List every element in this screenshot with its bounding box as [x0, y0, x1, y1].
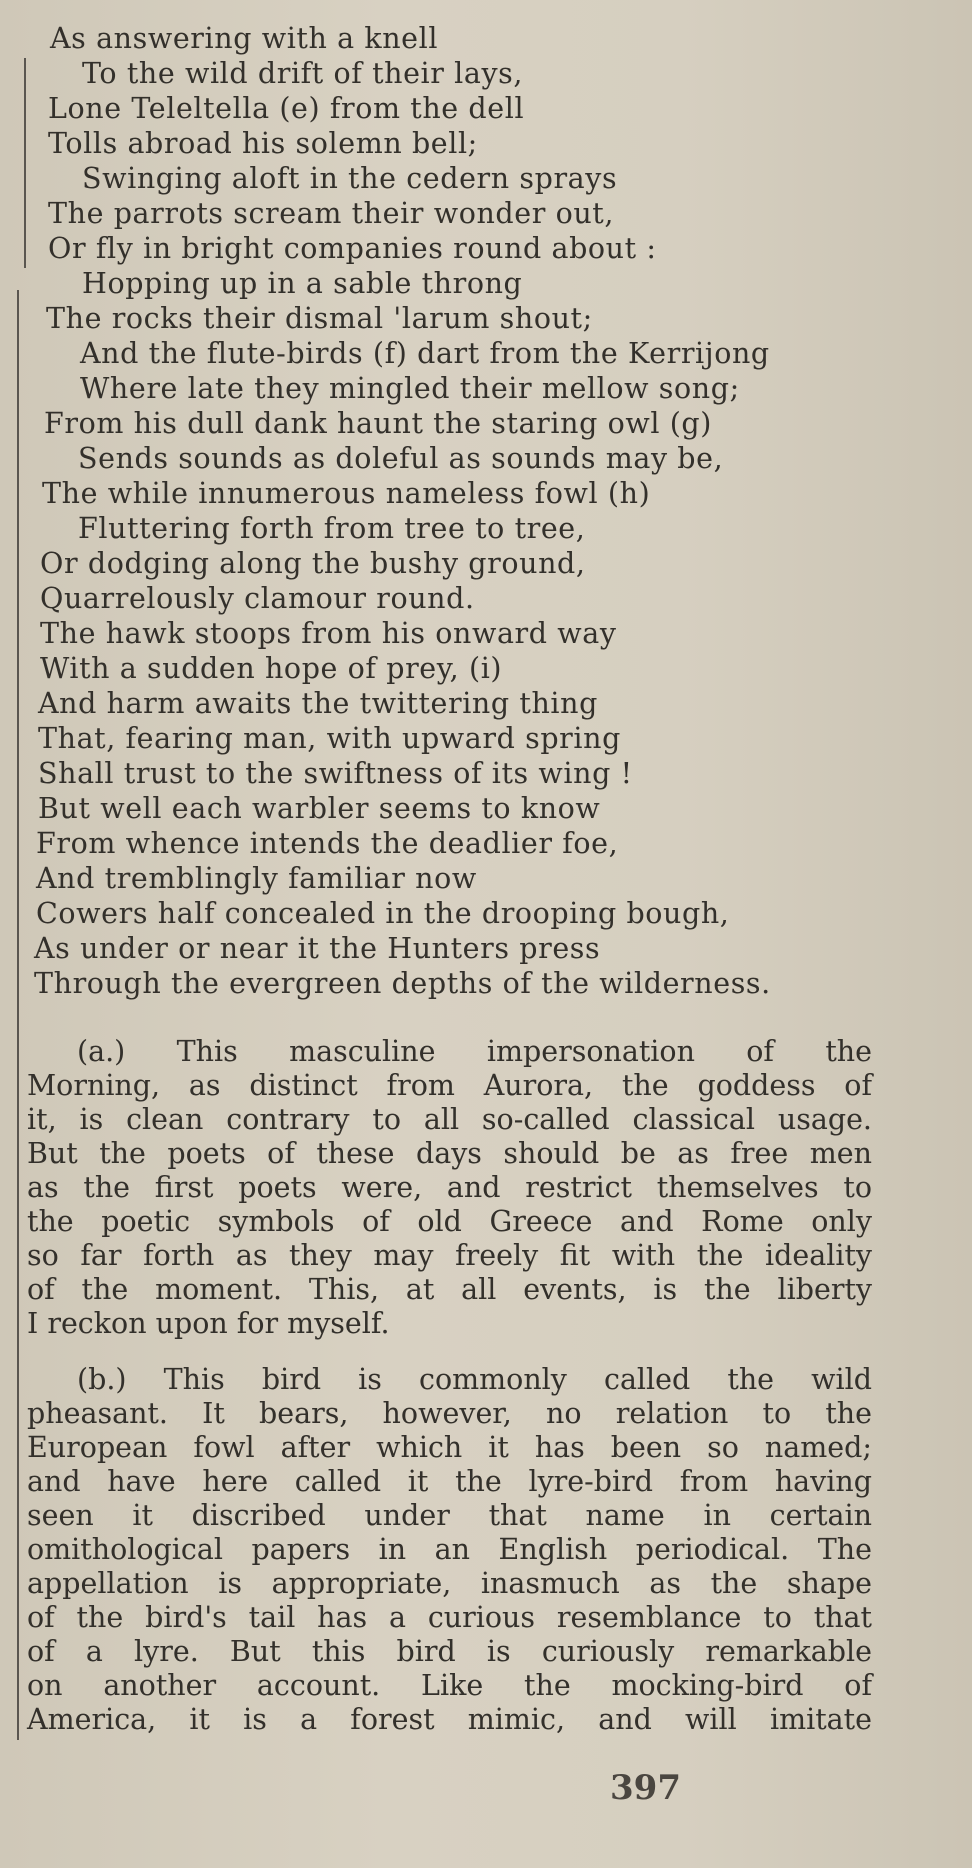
poem-line: And the flute-birds (f) dart from the Kerrijong — [80, 337, 770, 370]
footnote-line: so far forth as they may freely fit with the ideality — [27, 1239, 872, 1272]
poem-line: The parrots scream their wonder out, — [48, 197, 615, 230]
footnote-line: it, is clean contrary to all so-called classical usage. — [27, 1103, 872, 1136]
poem-line: Quarrelously clamour round. — [40, 582, 475, 615]
poem-line: Lone Teleltella (e) from the dell — [48, 92, 525, 125]
footnote-line: pheasant. It bears, however, no relation to the — [27, 1397, 872, 1430]
footnote-line: (a.) This masculine impersonation of the — [77, 1035, 872, 1068]
poem-line: Cowers half concealed in the drooping bough, — [36, 897, 730, 930]
poem-line: The while innumerous nameless fowl (h) — [42, 477, 651, 510]
poem-line: From whence intends the deadlier foe, — [36, 827, 619, 860]
footnote-line: omithological papers in an English periodical. The — [27, 1533, 872, 1566]
poem-line: Where late they mingled their mellow song; — [80, 372, 740, 405]
poem-line: That, fearing man, with upward spring — [38, 722, 621, 755]
footnote-line: appellation is appropriate, inasmuch as the shape — [27, 1567, 872, 1600]
footnote-line: on another account. Like the mocking-bird of — [27, 1669, 872, 1702]
footnote-line: European fowl after which it has been so named; — [27, 1431, 872, 1464]
footnote-line: But the poets of these days should be as free men — [27, 1137, 872, 1170]
footnote-line: of a lyre. But this bird is curiously remarkable — [27, 1635, 872, 1668]
margin-rule — [24, 58, 26, 268]
footnote-line: and have here called it the lyre-bird from having — [27, 1465, 872, 1498]
poem-line: From his dull dank haunt the staring owl (g) — [44, 407, 712, 440]
poem-line: The rocks their dismal 'larum shout; — [46, 302, 593, 335]
poem-line: Fluttering forth from tree to tree, — [78, 512, 586, 545]
footnote-line: of the moment. This, at all events, is the liberty — [27, 1273, 872, 1306]
margin-rule — [17, 290, 19, 1740]
footnote-line: Morning, as distinct from Aurora, the goddess of — [27, 1069, 872, 1102]
footnote-line: (b.) This bird is commonly called the wild — [77, 1363, 872, 1396]
poem-line: Sends sounds as doleful as sounds may be, — [78, 442, 724, 475]
poem-line: The hawk stoops from his onward way — [40, 617, 617, 650]
poem-line: Or fly in bright companies round about : — [48, 232, 657, 265]
page-number: 397 — [610, 1768, 681, 1808]
footnote-line: the poetic symbols of old Greece and Rome only — [27, 1205, 872, 1238]
poem-line: But well each warbler seems to know — [38, 792, 601, 825]
poem-line: As under or near it the Hunters press — [34, 932, 601, 965]
footnote-line: of the bird's tail has a curious resemblance to that — [27, 1601, 872, 1634]
poem-line: With a sudden hope of prey, (i) — [40, 652, 503, 685]
poem-line: Shall trust to the swiftness of its wing ! — [38, 757, 633, 790]
poem-line: Through the evergreen depths of the wilderness. — [34, 967, 771, 1000]
poem-line: Swinging aloft in the cedern sprays — [82, 162, 618, 195]
poem-line: Or dodging along the bushy ground, — [40, 547, 586, 580]
poem-line: And tremblingly familiar now — [36, 862, 477, 895]
poem-line: Tolls abroad his solemn bell; — [48, 127, 478, 160]
footnote-line: I reckon upon for myself. — [27, 1307, 390, 1340]
footnote-line: seen it discribed under that name in certain — [27, 1499, 872, 1532]
poem-line: And harm awaits the twittering thing — [38, 687, 598, 720]
poem-line: As answering with a knell — [50, 22, 439, 55]
poem-line: Hopping up in a sable throng — [82, 267, 523, 300]
footnote-line: America, it is a forest mimic, and will imitate — [27, 1703, 872, 1736]
footnote-line: as the first poets were, and restrict themselves to — [27, 1171, 872, 1204]
poem-line: To the wild drift of their lays, — [82, 57, 524, 90]
